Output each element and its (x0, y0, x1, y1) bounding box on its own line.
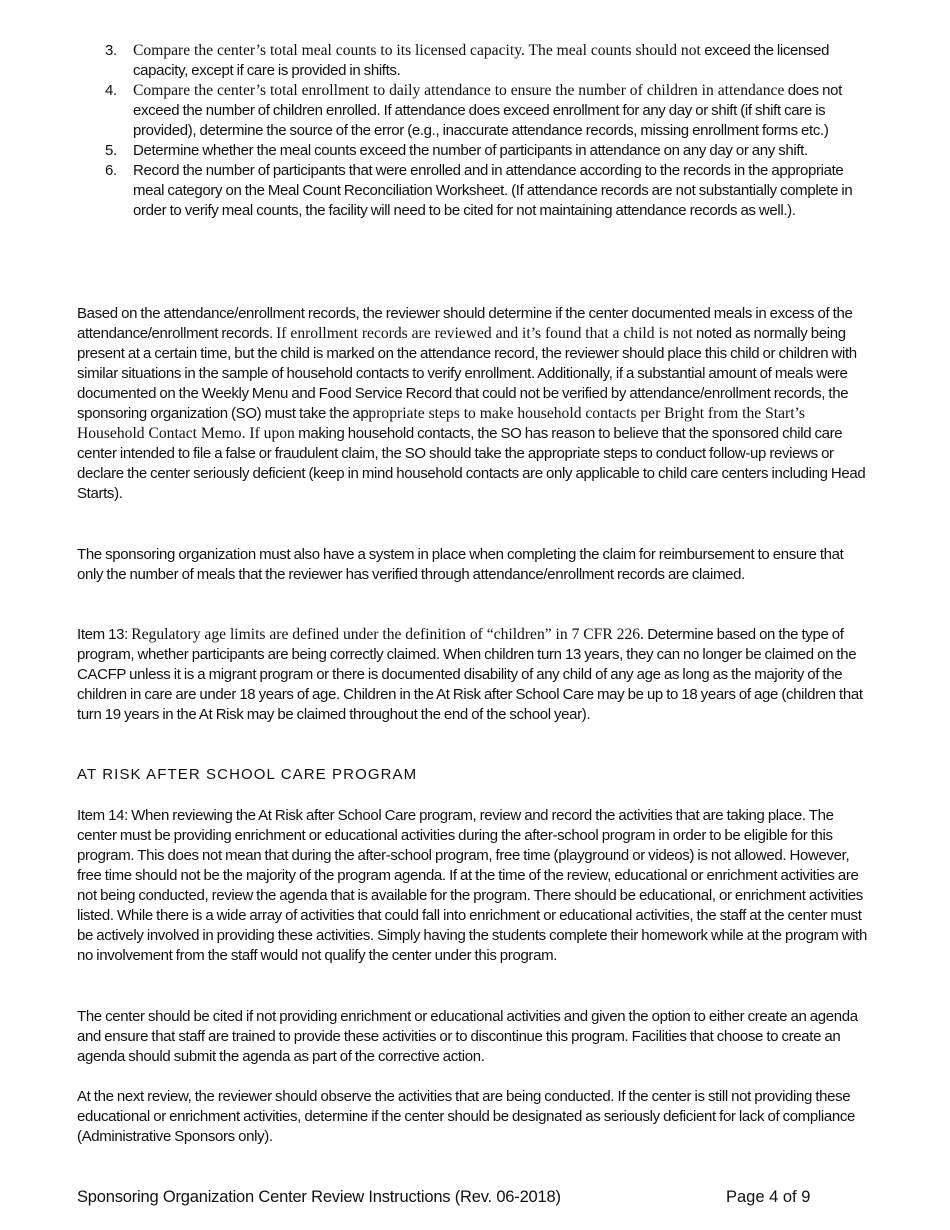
item-13-label: Item 13: (77, 626, 132, 643)
list-item-text-serif: Compare the center’s total meal counts to its licensed capacity. The meal counts should not (133, 42, 701, 59)
section-heading: AT RISK AFTER SCHOOL CARE PROGRAM (77, 766, 418, 783)
attendance-records-paragraph (77, 304, 869, 504)
list-item-text: Record the number of participants that were enrolled and in attendance according to the records in the appropriate meal category on the Meal Count Reconciliation Worksheet. (If attendance records are not substantially complete in order to verify meal counts, the facility will need to be cited for not maintaining attendance records as well.). (133, 162, 853, 219)
list-item (77, 161, 867, 221)
list-item-text: exceed the licensed capacity, except if care is provided in shifts. (133, 42, 830, 79)
paragraph-text: Based on the attendance/enrollment records, the reviewer should determine if the center documented meals in excess of the attendance/enrollment records. (77, 305, 853, 342)
list-item-text-serif: Compare the center’s total enrollment to daily attendance to ensure the number of children in attendance (133, 82, 785, 99)
paragraph-text: making household contacts, the SO has reason to believe that the sponsored child care center intended to file a false or fraudulent claim, the SO should take the appropriate steps to conduct follow-up reviews or declare the center seriously deficient (keep in mind household contacts are only applicable to child care centers including Head Starts). (77, 425, 866, 502)
footer-document-title: Sponsoring Organization Center Review Instructions (Rev. 06-2018) (77, 1188, 561, 1206)
paragraph-text-serif: If enrollment records are reviewed and it’s found that a child is not (276, 325, 693, 342)
paragraph-text: noted as normally being present at a certain time, but the child is marked on the attendance record, the reviewer should place this child or children with similar situations in the sample of household contacts to verify enrollment. Additionally, if a substantial amount of meals were documented on the Weekly Menu and Food Service Record that could not be verified by attendance/enrollment records, the sponsoring organization (SO) must take the ap (77, 325, 857, 422)
list-item-text: Determine whether the meal counts exceed the number of participants in attendance on any day or any shift. (133, 142, 808, 159)
footer-page-number: Page 4 of 9 (726, 1188, 811, 1206)
instruction-list (77, 41, 867, 221)
list-item-text: does not exceed the number of children enrolled. If attendance does exceed enrollment for any day or shift (if shift care is provided), determine the source of the error (e.g., inaccurate attendance records, missing enrollment forms etc.) (133, 82, 842, 139)
list-item (77, 81, 867, 141)
item-14-paragraph: Item 14: When reviewing the At Risk after School Care program, review and record the activities that are taking place. The center must be providing enrichment or educational activities during the after-school program in order to be eligible for this program. This does not mean that during the after-school program, free time (playground or videos) is not allowed. However, free time should not be the majority of the program agenda. If at the time of the review, educational or enrichment activities are not being conducted, review the agenda that is available for the program. There should be educational, or enrichment activities listed. While there is a wide array of activities that could fall into enrichment or educational activities, the staff at the center must be actively involved in providing these activities. Simply having the students complete their homework while at the program with no involvement from the staff would not qualify the center under this program. (77, 807, 867, 964)
paragraph-text: Determine based on the type of program, whether participants are being correctly claimed. When children turn 13 years, they can no longer be claimed on the CACFP unless it is a migrant program or there is documented disability of any child of any age as long as the majority of the children in care are under 18 years of age. Children in the At Risk after School Care may be up to 18 years of age (children that turn 19 years in the At Risk may be claimed throughout the end of the school year). (77, 626, 863, 723)
list-item-number: 6. (105, 162, 117, 179)
paragraph-text-serif: propriate steps to make household contacts per Bright from the Start’s Household Contact Memo. If upon (77, 405, 805, 442)
paragraph-text-serif: Regulatory age limits are defined under the definition of “children” in 7 CFR 226. (131, 626, 644, 643)
list-item (77, 141, 867, 161)
list-item-number: 3. (105, 42, 117, 59)
next-review-paragraph: At the next review, the reviewer should observe the activities that are being conducted. If the center is still not providing these educational or enrichment activities, determine if the center should be designated as seriously deficient for lack of compliance (Administrative Sponsors only). (77, 1088, 855, 1145)
list-item-number: 4. (105, 82, 117, 99)
item-13-paragraph (77, 625, 869, 725)
claim-system-paragraph: The sponsoring organization must also have a system in place when completing the claim for reimbursement to ensure that only the number of meals that the reviewer has verified through attendance/enrollment records are claimed. (77, 546, 844, 583)
citation-paragraph: The center should be cited if not providing enrichment or educational activities and given the option to either create an agenda and ensure that staff are trained to provide these activities or to discontinue this program. Facilities that choose to create an agenda should submit the agenda as part of the corrective action. (77, 1008, 858, 1065)
list-item-number: 5. (105, 142, 117, 159)
list-item (77, 41, 867, 81)
